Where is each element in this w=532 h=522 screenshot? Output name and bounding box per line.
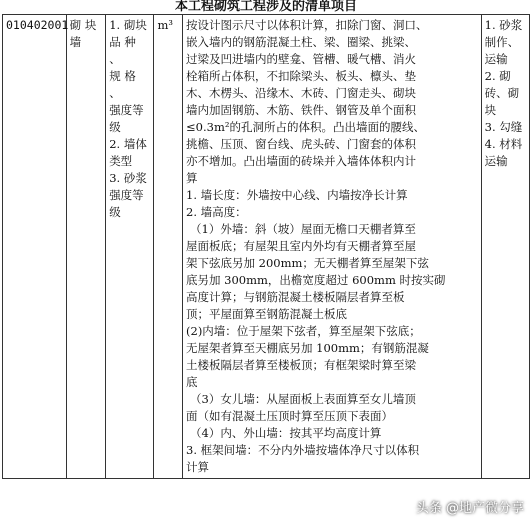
rule-item: （1）外墙：斜（坡）屋面无檐口天棚者算至 <box>190 222 416 236</box>
rule-line: 挑檐、压顶、窗台线、虎头砖、门窗套的体积 <box>186 137 417 151</box>
rule-line: 亦不增加。凸出墙面的砖垛并入墙体体积内计 <box>186 154 417 168</box>
rule-item: 底另加 300mm，出檐宽度超过 600mm 时按实砌 <box>186 273 446 287</box>
work-line: 砖、砌 <box>484 86 520 100</box>
feature-line: 强度等 <box>109 188 144 202</box>
feature-line: 级 <box>109 120 121 134</box>
feature-line: 1. 砌块 <box>109 18 147 32</box>
work-content-cell <box>481 15 529 479</box>
rule-item: 屋面板底；有屋架且室内外均有天棚者算至屋 <box>186 239 417 253</box>
rule-item: 顶；平屋面算至钢筋混凝土板底 <box>186 307 348 321</box>
rule-line: 过梁及凹进墙内的壁龛、管槽、暖气槽、消火 <box>186 52 417 66</box>
rule-item: （3）女儿墙：从屋面板上表面算至女儿墙顶 <box>190 392 416 406</box>
feature-line: 强度等 <box>109 103 144 117</box>
item-name-line: 砌 块 <box>69 18 97 32</box>
work-line: 制作、 <box>484 35 520 49</box>
bill-of-quantities-table <box>2 14 530 479</box>
rule-item: 1. 墙长度：外墙按中心线、内墙按净长计算 <box>186 188 408 202</box>
table-row <box>3 15 530 479</box>
rule-item: （4）内、外山墙：按其平均高度计算 <box>190 426 382 440</box>
calculation-rule-cell <box>183 15 482 479</box>
work-line: 块 <box>484 103 497 117</box>
rule-line: ≤0.3m²的孔洞所占的体积。凸出墙面的腰线、 <box>186 120 425 134</box>
watermark-text: 头条 @地产微分享 <box>415 501 524 516</box>
feature-line: 2. 墙体 <box>109 137 147 151</box>
rule-item: (2)内墙：位于屋架下弦者，算至屋架下弦底； <box>186 324 421 338</box>
watermark <box>392 497 524 516</box>
rule-item: 3. 框架间墙：不分内外墙按墙体净尺寸以体积 <box>186 443 420 457</box>
rule-item: 底 <box>186 375 198 389</box>
item-code: 010402001 <box>6 18 69 32</box>
feature-line: 级 <box>109 205 121 219</box>
unit-cell <box>154 15 183 479</box>
feature-line: 3. 砂浆 <box>109 171 147 185</box>
item-features-cell <box>106 15 154 479</box>
feature-line: 类型 <box>109 154 133 168</box>
rule-line: 栓箱所占体积，不扣除梁头、板头、檩头、垫 <box>186 69 417 83</box>
rule-line: 按设计图示尺寸以体积计算，扣除门窗、洞口、 <box>186 18 428 32</box>
feature-line: 品 种 、 <box>109 35 136 66</box>
rule-item: 无屋架者算至天棚底另加 100mm；有钢筋混凝 <box>186 341 429 355</box>
page-title: 本工程砌筑工程涉及的清单项目 <box>174 0 357 14</box>
rule-line: 算 <box>186 171 198 185</box>
rule-item: 计算 <box>186 460 210 474</box>
work-line: 运输 <box>484 154 508 168</box>
toutiao-logo-icon <box>392 500 412 514</box>
work-line: 2. 砌 <box>484 69 511 83</box>
feature-line: 规 格 、 <box>109 69 136 100</box>
unit-label: m³ <box>157 18 173 32</box>
rule-item: 2. 墙高度： <box>186 205 247 219</box>
work-line: 1. 砂浆 <box>484 18 523 32</box>
work-line: 4. 材料 <box>484 137 523 151</box>
rule-line: 墙内加固钢筋、木筋、铁件、钢管及单个面积 <box>186 103 417 117</box>
rule-item: 面（如有混凝土压顶时算至压顶下表面） <box>186 409 394 423</box>
item-name-line: 墙 <box>69 35 82 49</box>
rule-item: 土楼板隔层者算至楼板顶；有框架梁时算至梁 <box>186 358 417 372</box>
rule-item: 架下弦底另加 200mm；无天棚者算至屋架下弦 <box>186 256 429 270</box>
rule-line: 木、木楞头、沿缘木、木砖、门窗走头、砌块 <box>186 86 417 100</box>
work-line: 运输 <box>484 52 508 66</box>
rule-item: 高度计算；与钢筋混凝土楼板隔层者算至板 <box>186 290 405 304</box>
work-line: 3. 勾缝 <box>484 120 523 134</box>
item-code-cell <box>3 15 67 479</box>
item-name-cell <box>66 15 106 479</box>
rule-line: 嵌入墙内的钢筋混凝土柱、梁、圈梁、挑梁、 <box>186 35 417 49</box>
